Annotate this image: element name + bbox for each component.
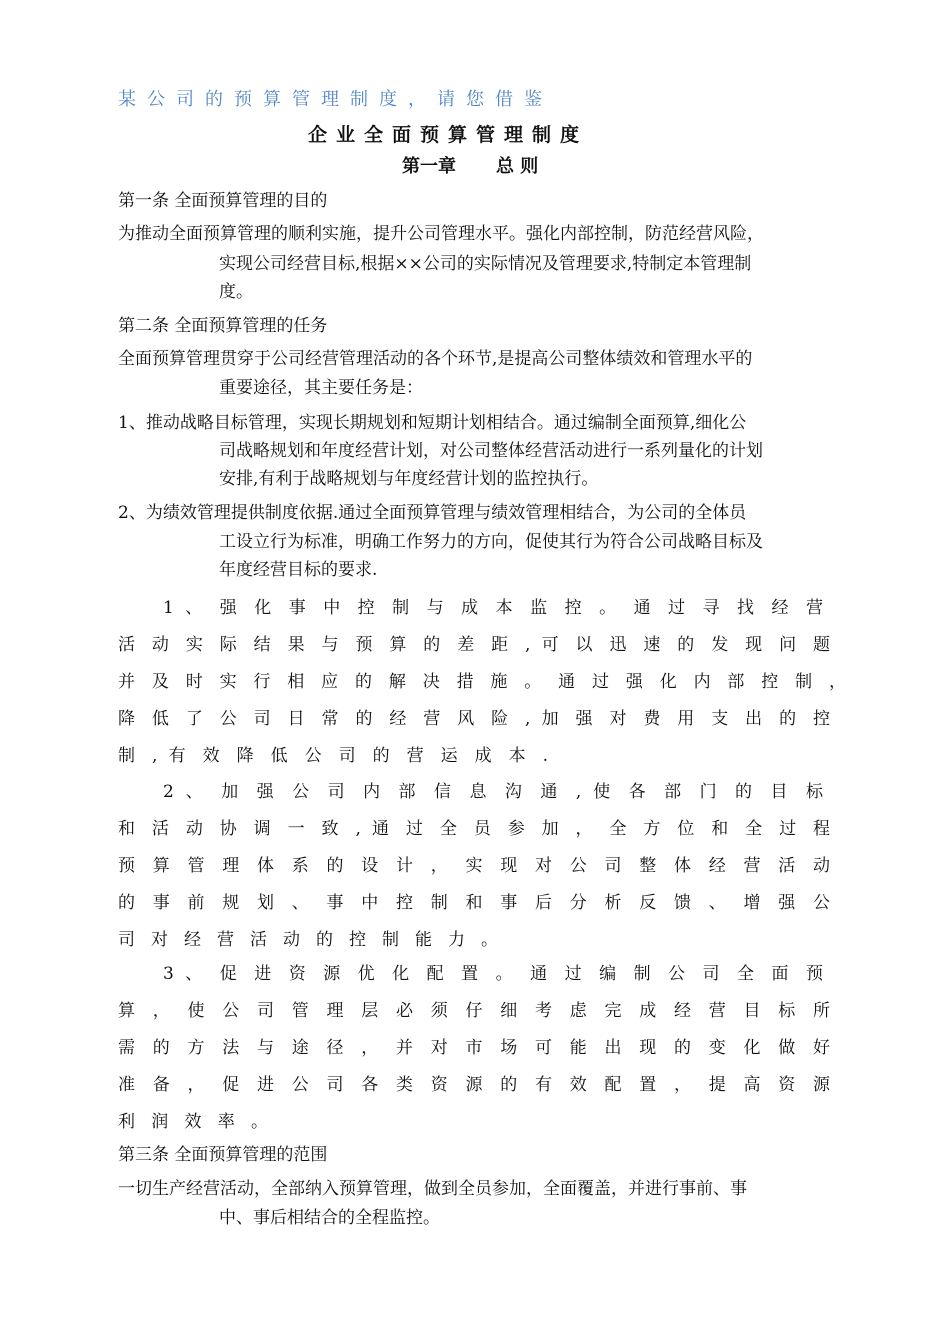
para-1-line-2-text: 活 动 实 际 结 果 与 预 算 的 差 距 , 可 以 迅 速 的 发 现 问 题	[118, 635, 830, 655]
article-3-heading: 第三条 全面预算管理的范围	[118, 1145, 328, 1165]
chapter-heading	[402, 155, 538, 179]
para-3-line-5-text: 利 润 效 率 。	[118, 1112, 268, 1132]
para-2-line-1-text: 2 、 加 强 公 司 内 部 信 息 沟 通 , 使 各 部 门 的 目 标	[163, 782, 823, 802]
article-1-line-2: 实现公司经营目标,根据××公司的实际情况及管理要求,特制定本管理制	[219, 254, 752, 274]
para-1-line-3	[118, 670, 846, 694]
para-2-line-2	[118, 817, 830, 841]
para-1-line-2	[118, 633, 830, 657]
banner-note: 某公司的预算管理制度，请您借鉴	[118, 89, 553, 110]
document-title: 企业全面预算管理制度	[308, 124, 589, 146]
article-3-line-1: 一切生产经营活动，全部纳入预算管理，做到全员参加，全面覆盖，并进行事前、事	[118, 1179, 747, 1199]
article-2-line-1: 全面预算管理贯穿于公司经营管理活动的各个环节,是提高公司整体绩效和管理水平的	[118, 349, 753, 369]
para-1-line-1	[163, 596, 823, 620]
para-3-line-2-text: 算 ， 使 公 司 管 理 层 必 须 仔 细 考 虑 完 成 经 营 目 标 所	[118, 1001, 830, 1021]
para-2-line-3	[118, 854, 830, 878]
article-1-line-3: 度。	[219, 282, 253, 302]
para-3-line-1-text: 3 、 促 进 资 源 优 化 配 置 。 通 过 编 制 公 司 全 面 预	[163, 964, 823, 984]
article-1-heading: 第一条 全面预算管理的目的	[118, 191, 328, 211]
para-2-line-3-text: 预 算 管 理 体 系 的 设 计 ， 实 现 对 公 司 整 体 经 营 活 动	[118, 856, 830, 876]
para-1-line-4	[118, 707, 830, 731]
para-2-line-5	[118, 928, 498, 952]
para-3-line-4-text: 准 备 ， 促 进 公 司 各 类 资 源 的 有 效 配 置 ， 提 高 资 源	[118, 1075, 830, 1095]
article-2-heading: 第二条 全面预算管理的任务	[118, 316, 328, 336]
para-3-line-3	[118, 1036, 830, 1060]
article-2-line-2: 重要途径，其主要任务是：	[219, 378, 423, 398]
chapter-name: 总 则	[496, 156, 539, 177]
para-2-line-1	[163, 780, 823, 804]
para-1-line-5-text: 制 , 有 效 降 低 公 司 的 营 运 成 本 .	[118, 746, 548, 766]
para-3-line-1	[163, 962, 823, 986]
article-3-line-2: 中、事后相结合的全程监控。	[219, 1208, 440, 1228]
article-1-line-1: 为推动全面预算管理的顺利实施，提升公司管理水平。强化内部控制，防范经营风险，	[118, 224, 764, 244]
para-2-line-5-text: 司 对 经 营 活 动 的 控 制 能 力 。	[118, 930, 498, 950]
para-3-line-2	[118, 999, 830, 1023]
para-2-line-2-text: 和 活 动 协 调 一 致 , 通 过 全 员 参 加 ， 全 方 位 和 全 过 程	[118, 819, 830, 839]
task-2-line-1: 2、为绩效管理提供制度依据.通过全面预算管理与绩效管理相结合，为公司的全体员	[118, 503, 747, 523]
task-1-line-2: 司战略规划和年度经营计划，对公司整体经营活动进行一系列量化的计划	[219, 441, 763, 461]
task-1-line-3: 安排,有利于战略规划与年度经营计划的监控执行。	[219, 469, 599, 489]
task-2-line-3: 年度经营目标的要求.	[219, 560, 378, 580]
para-1-line-3-text: 并 及 时 实 行 相 应 的 解 决 措 施 。 通 过 强 化 内 部 控 制 ，	[118, 672, 846, 692]
para-1-line-4-text: 降 低 了 公 司 日 常 的 经 营 风 险 , 加 强 对 费 用 支 出 的 控	[118, 709, 830, 729]
chapter-number: 第一章	[402, 156, 456, 177]
para-2-line-4-text: 的 事 前 规 划 、 事 中 控 制 和 事 后 分 析 反 馈 、 增 强 公	[118, 893, 830, 913]
task-2-line-2: 工设立行为标准，明确工作努力的方向，促使其行为符合公司战略目标及	[219, 532, 763, 552]
para-3-line-4	[118, 1073, 830, 1097]
para-3-line-5	[118, 1110, 268, 1134]
para-3-line-3-text: 需 的 方 法 与 途 径 ， 并 对 市 场 可 能 出 现 的 变 化 做 好	[118, 1038, 830, 1058]
task-1-line-1: 1、推动战略目标管理，实现长期规划和短期计划相结合。通过编制全面预算,细化公	[118, 413, 747, 433]
para-1-line-5	[118, 744, 548, 768]
para-2-line-4	[118, 891, 830, 915]
para-1-line-1-text: 1 、 强 化 事 中 控 制 与 成 本 监 控 。 通 过 寻 找 经 营	[163, 598, 823, 618]
